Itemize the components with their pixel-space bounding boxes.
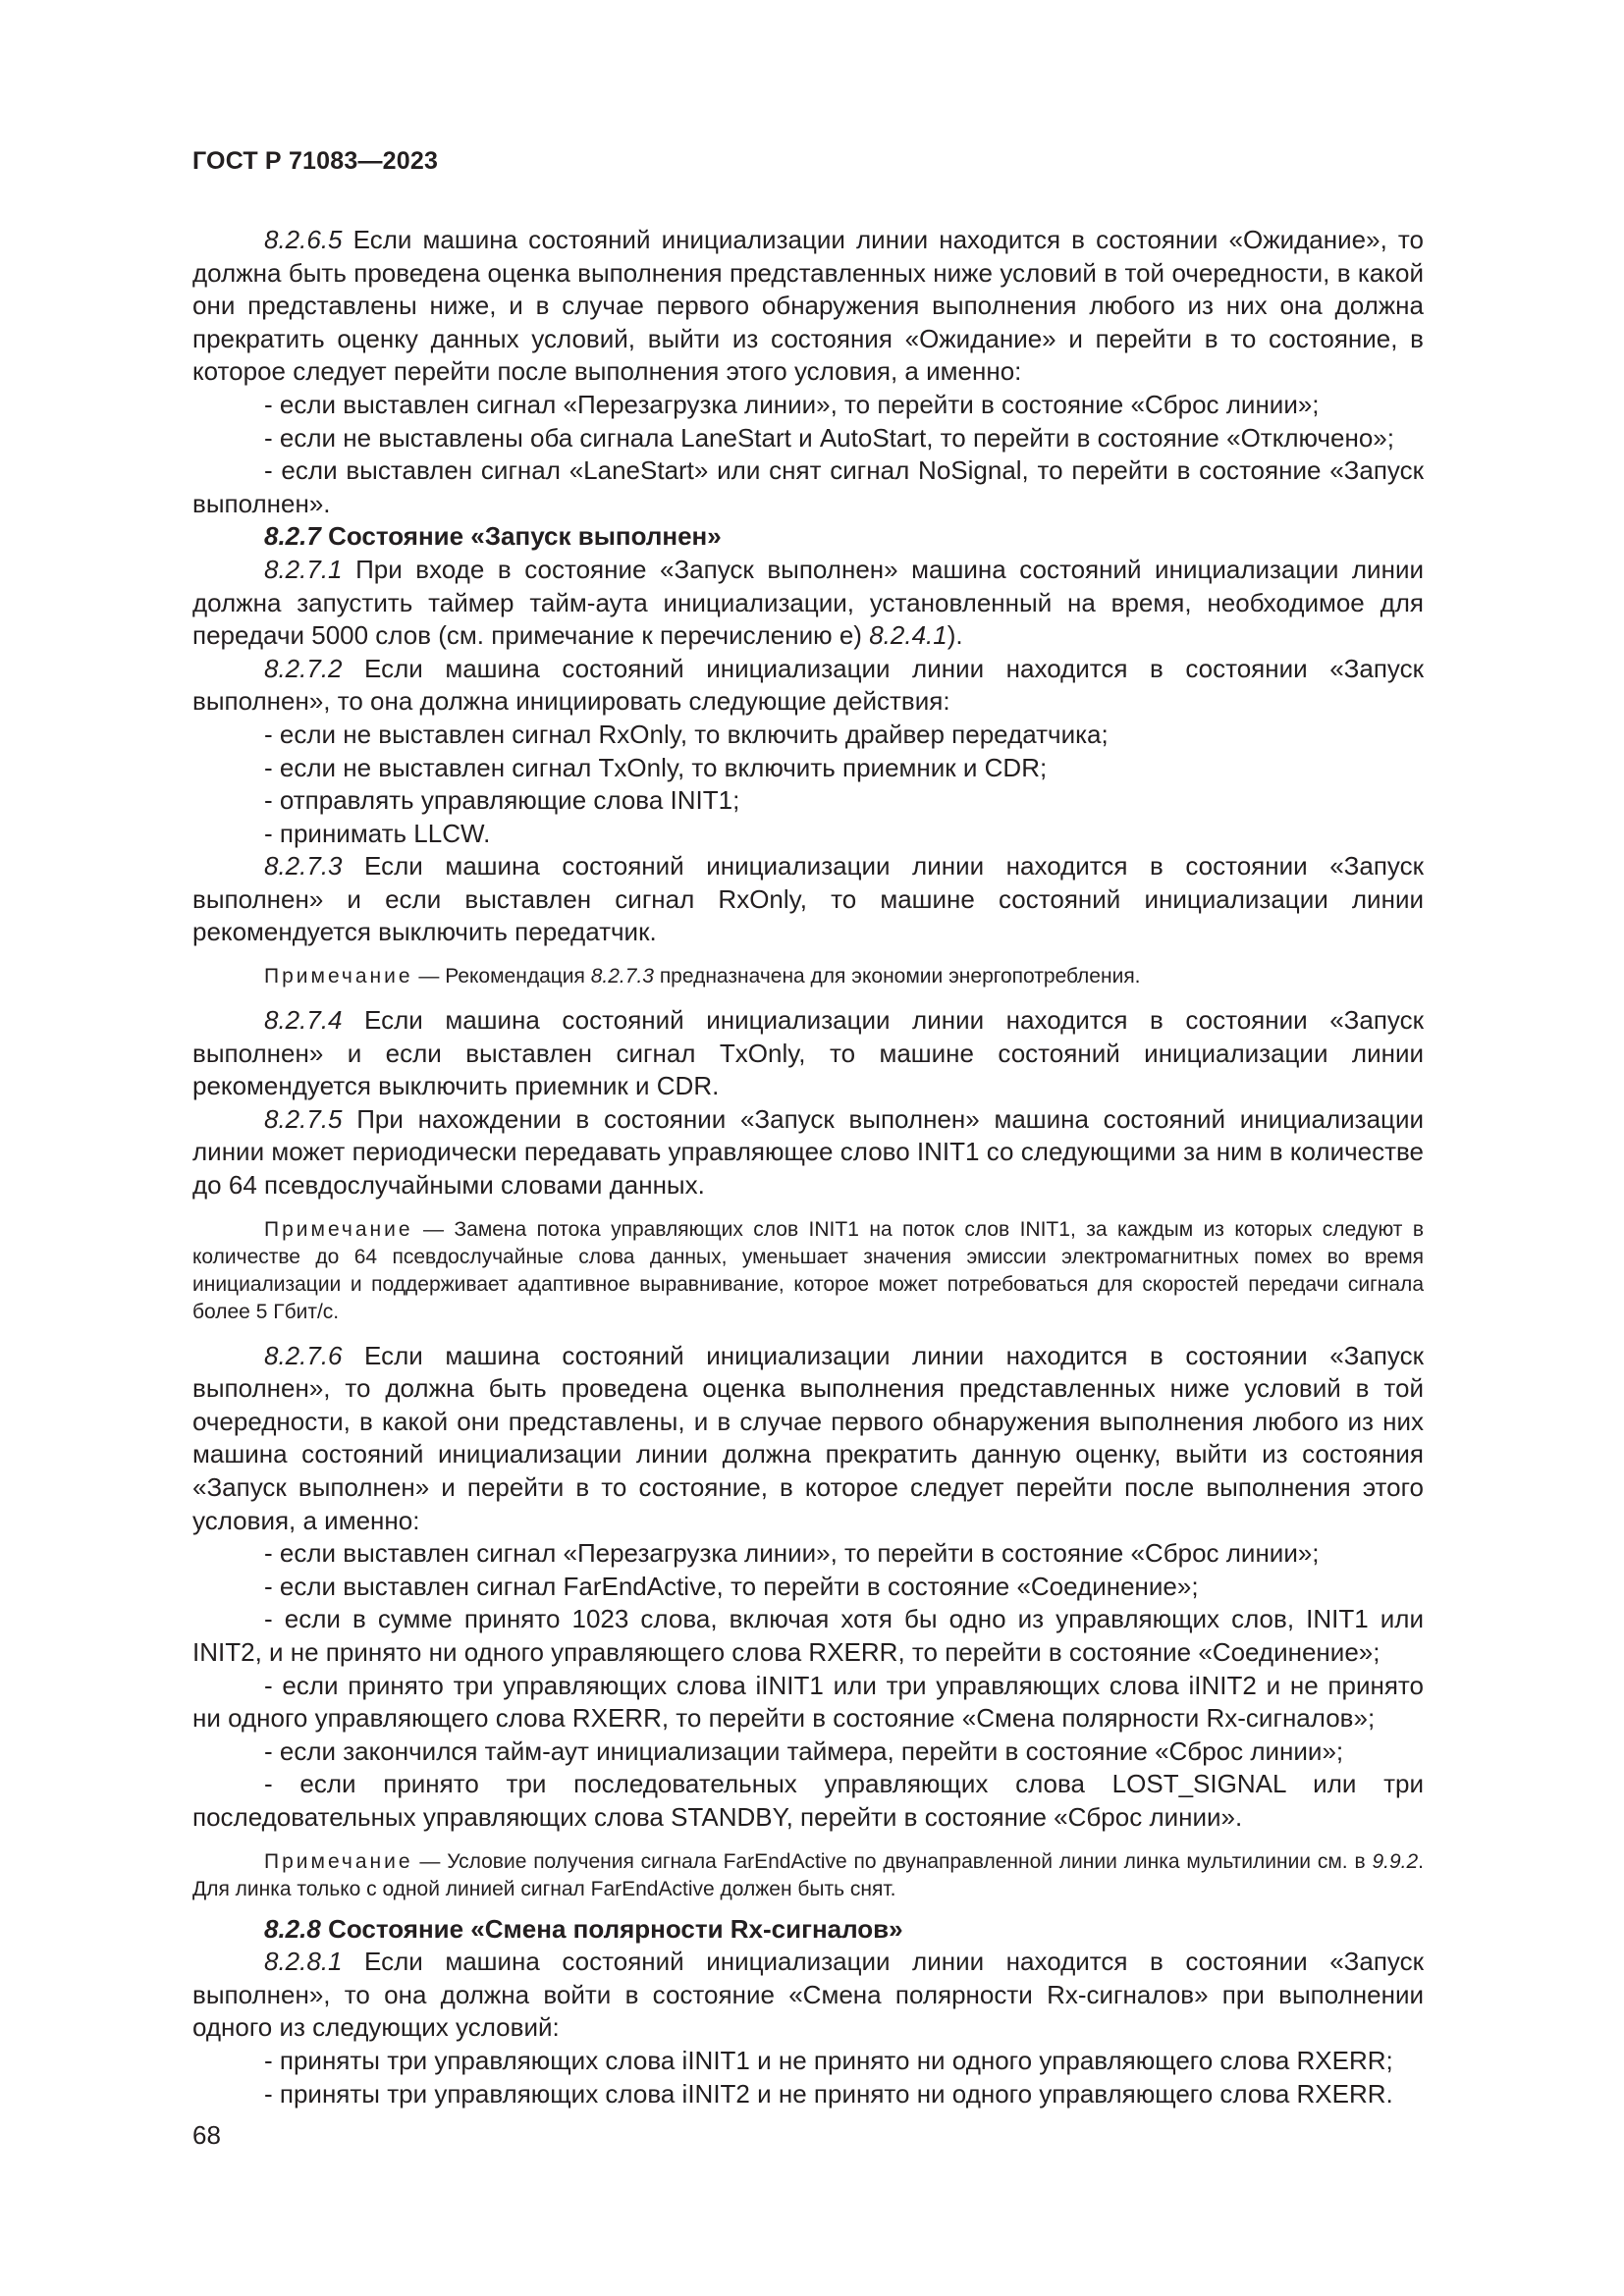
paragraph-text: Если машина состояний инициализации линии находится в состоянии «Запуск выполнен», то она должна войти в состояние «Смена полярности Rx-сигналов» при выполнении одного из следующих условий: <box>192 1947 1424 2043</box>
paragraph-text: Если машина состояний инициализации линии находится в состоянии «Запуск выполнен» и если выставлен сигнал RxOnly, то машине состояний инициализации линии рекомендуется выключить передатчик. <box>192 851 1424 947</box>
paragraph <box>192 554 1424 653</box>
list-item <box>192 2045 1424 2078</box>
note-dash: — <box>412 1217 455 1241</box>
list-item-text: - если не выставлен сигнал RxOnly, то включить драйвер передатчика; <box>264 719 1109 749</box>
paragraph-tail: ). <box>947 620 963 651</box>
paragraph <box>192 224 1424 389</box>
note-label: Примечание <box>264 1217 413 1241</box>
list-item-text: - если выставлен сигнал FarEndActive, то перейти в состояние «Соединение»; <box>264 1571 1199 1601</box>
list-item-text: - приняты три управляющих слова iINIT2 и не принято ни одного управляющего слова RXERR. <box>264 2078 1393 2109</box>
section-heading <box>192 520 1424 554</box>
section-title: Состояние «Запуск выполнен» <box>328 521 722 552</box>
page-number: 68 <box>192 2120 221 2150</box>
clause-number: 8.2.7.6 <box>264 1340 343 1370</box>
list-item <box>192 784 1424 818</box>
list-item-text: - если принято три управляющих слова iINIT1 или три управляющих слова iINIT2 и не принято ни одного управляющего слова RXERR, то перейти в состояние «Смена полярности Rx-сигналов»; <box>192 1670 1424 1734</box>
note-tail: . Для линка только с одной линией сигнал FarEndActive должен быть снят. <box>192 1849 1424 1900</box>
paragraph <box>192 1103 1424 1202</box>
clause-number: 8.2.8.1 <box>264 1947 343 1977</box>
paragraph-text: Если машина состояний инициализации линии находится в состоянии «Запуск выполнен» и если выставлен сигнал TxOnly, то машине состояний инициализации линии рекомендуется выключить приемник и CDR. <box>192 1005 1424 1101</box>
note-text: Рекомендация <box>445 965 585 988</box>
list-item-text: - если выставлен сигнал «LaneStart» или снят сигнал NoSignal, то перейти в состояние «Запуск выполнен». <box>192 455 1424 518</box>
section-heading <box>192 1913 1424 1947</box>
clause-number: 8.2.6.5 <box>264 225 343 254</box>
paragraph-text: Если машина состояний инициализации линии находится в состоянии «Запуск выполнен», то она должна инициировать следующие действия: <box>192 653 1424 717</box>
note-reference: 9.9.2 <box>1372 1849 1419 1873</box>
section-number: 8.2.7 <box>264 521 321 552</box>
clause-reference: 8.2.4.1 <box>869 620 947 651</box>
list-item <box>192 1670 1424 1735</box>
paragraph <box>192 1946 1424 2045</box>
list-item <box>192 389 1424 422</box>
list-item <box>192 2078 1424 2111</box>
list-item-text: - если выставлен сигнал «Перезагрузка линии», то перейти в состояние «Сброс линии»; <box>264 389 1320 419</box>
clause-number: 8.2.7.3 <box>264 851 343 881</box>
document-body <box>192 224 1424 2110</box>
paragraph-text: Если машина состояний инициализации линии находится в состоянии «Запуск выполнен», то должна быть проведена оценка выполнения представленных ниже условий в той очередности, в какой они представлены, и в случае первого обнаружения выполнения любого из них машина состояний инициализации линии должна прекратить данную оценку, выйти из состояния «Запуск выполнен» и перейти в то состояние, в которое следует перейти после выполнения этого условия, а именно: <box>192 1340 1424 1535</box>
list-item-text: - принимать LLCW. <box>264 818 491 848</box>
note-text: Условие получения сигнала FarEndActive по двунаправленной линии линка мультилинии см. в <box>447 1849 1366 1873</box>
section-title: Состояние «Смена полярности Rx-сигналов» <box>328 1913 903 1944</box>
note <box>192 1848 1424 1903</box>
list-item-text: - если в сумме принято 1023 слова, включая хотя бы одно из управляющих слов, INIT1 или INIT2, и не принято ни одного управляющего слова RXERR, то перейти в состояние «Соединение»; <box>192 1604 1424 1667</box>
list-item <box>192 1768 1424 1834</box>
list-item-text: - если выставлен сигнал «Перезагрузка линии», то перейти в состояние «Сброс линии»; <box>264 1538 1320 1569</box>
list-item-text: - приняты три управляющих слова iINIT1 и не принято ни одного управляющего слова RXERR; <box>264 2045 1393 2075</box>
paragraph <box>192 1340 1424 1538</box>
note <box>192 963 1424 990</box>
list-item-text: - если не выставлены оба сигнала LaneStart и AutoStart, то перейти в состояние «Отключено»; <box>264 422 1394 453</box>
list-item <box>192 1603 1424 1669</box>
note-text: Замена потока управляющих слов INIT1 на поток слов INIT1, за каждым из которых следуют в количестве до 64 псевдослучайные слова данных, уменьшает значения эмиссии электромагнитных помех во время инициализации и поддерживает адаптивное выравнивание, которое может потребоваться для скоростей передачи сигнала более 5 Гбит/с. <box>192 1217 1425 1323</box>
list-item <box>192 818 1424 851</box>
list-item-text: - если закончился тайм-аут инициализации таймера, перейти в состояние «Сброс линии»; <box>264 1735 1344 1766</box>
note-reference: 8.2.7.3 <box>590 965 654 988</box>
note <box>192 1216 1424 1326</box>
paragraph-text: При входе в состояние «Запуск выполнен» машина состояний инициализации линии должна запустить таймер тайм-аута инициализации, установленный на время, необходимое для передачи 5000 слов (см. примечание к перечислению е) <box>192 554 1424 651</box>
note-label: Примечание <box>264 965 413 988</box>
list-item-text: - отправлять управляющие слова INIT1; <box>264 785 740 816</box>
list-item <box>192 1571 1424 1604</box>
list-item <box>192 422 1424 455</box>
note-dash: — <box>412 965 446 988</box>
list-item-text: - если принято три последовательных управляющих слова LOST_SIGNAL или три последовательных управляющих слова STANDBY, перейти в состояние «Сброс линии». <box>192 1769 1424 1832</box>
clause-number: 8.2.7.4 <box>264 1005 343 1036</box>
paragraph <box>192 653 1424 719</box>
paragraph <box>192 1004 1424 1103</box>
section-number: 8.2.8 <box>264 1913 321 1944</box>
note-dash: — <box>412 1849 448 1873</box>
paragraph-text: Если машина состояний инициализации линии находится в состоянии «Ожидание», то должна быть проведена оценка выполнения представленных ниже условий в той очередности, в какой они представлены ниже, и в случае первого обнаружения выполнения любого из них она должна прекратить оценку данных условий, выйти из состояния «Ожидание» и перейти в то состояние, в которое следует перейти после выполнения этого условия, а именно: <box>192 225 1424 387</box>
list-item <box>192 719 1424 752</box>
note-label: Примечание <box>264 1849 413 1873</box>
note-tail: предназначена для экономии энергопотребления. <box>659 965 1141 988</box>
paragraph-text: При нахождении в состоянии «Запуск выполнен» машина состояний инициализации линии может периодически передавать управляющее слово INIT1 со следующими за ним в количестве до 64 псевдослучайными словами данных. <box>192 1103 1424 1201</box>
list-item <box>192 1735 1424 1769</box>
list-item <box>192 454 1424 520</box>
list-item <box>192 1537 1424 1571</box>
list-item-text: - если не выставлен сигнал TxOnly, то включить приемник и CDR; <box>264 752 1048 782</box>
clause-number: 8.2.7.2 <box>264 653 343 683</box>
list-item <box>192 752 1424 785</box>
clause-number: 8.2.7.1 <box>264 554 343 584</box>
paragraph <box>192 850 1424 949</box>
clause-number: 8.2.7.5 <box>264 1103 343 1134</box>
document-header: ГОСТ Р 71083—2023 <box>192 147 439 175</box>
